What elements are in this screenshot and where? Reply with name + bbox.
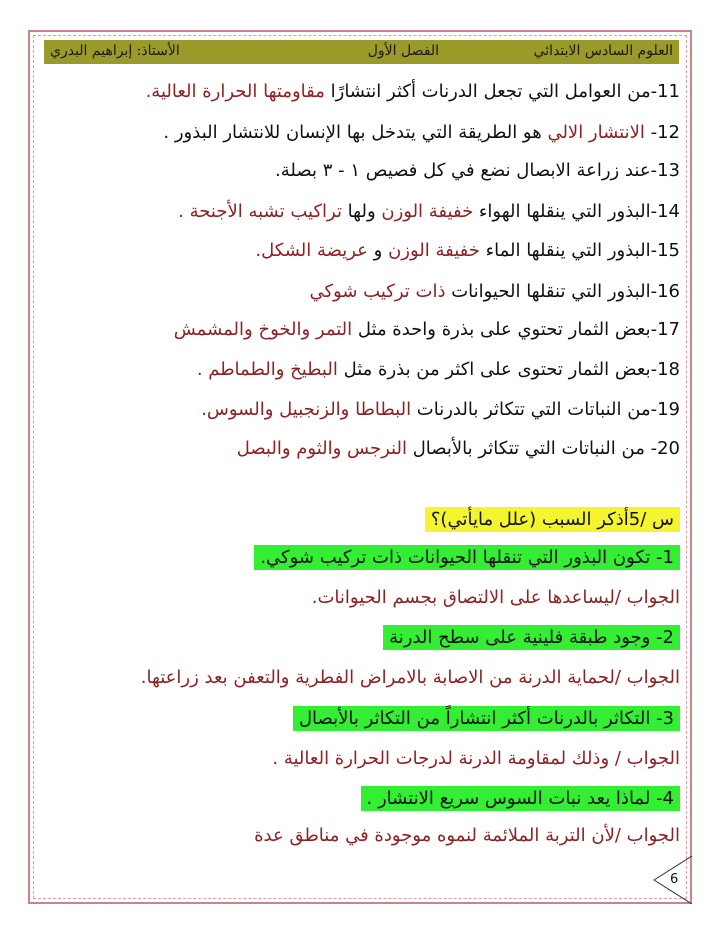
header-teacher: الأستاذ: إبراهيم البدري xyxy=(50,43,180,59)
list-item xyxy=(40,199,680,225)
list-item xyxy=(40,279,680,305)
item-number: 17- xyxy=(650,319,680,340)
reason-answer: الجواب /لأن التربة الملائمة لنموه موجودة في مناطق عدة xyxy=(254,825,680,846)
reason-text: 3- التكاثر بالدرنات أكثر انتشاراً من التكاثر بالأبصال xyxy=(293,706,680,731)
reason-text: 2- وجود طبقة فلينية على سطح الدرنة xyxy=(383,625,680,650)
item-number: 19- xyxy=(650,399,680,420)
question-heading xyxy=(40,507,680,533)
reason-question xyxy=(40,786,680,812)
reason-text: 4- لماذا يعد نبات السوس سريع الانتشار . xyxy=(361,786,681,811)
item-text: بعض الثمار تحتوي على بذرة واحدة مثل xyxy=(352,319,651,340)
reason-answer: الجواب /ليساعدها على الالتصاق بجسم الحيوانات. xyxy=(311,587,680,608)
page-number: 6 xyxy=(670,872,679,887)
reason-question xyxy=(40,706,680,732)
reason-question xyxy=(40,625,680,651)
reason-question xyxy=(40,545,680,571)
list-item xyxy=(40,317,680,343)
item-answer: خفيفة الوزن xyxy=(388,240,480,261)
item-text: البذور التي تنقلها الحيوانات xyxy=(445,281,651,302)
item-answer: التمر والخوخ والمشمش xyxy=(173,319,353,340)
item-number: 14- xyxy=(650,201,680,222)
item-answer: مقاومتها الحرارة العالية. xyxy=(145,81,325,102)
reason-answer: الجواب / وذلك لمقاومة الدرنة لدرجات الحرارة العالية . xyxy=(272,748,680,769)
item-number: 16- xyxy=(650,281,680,302)
item-text: هو الطريقة التي يتدخل بها الإنسان للانتشار البذور . xyxy=(163,122,548,143)
item-number: 20- xyxy=(650,438,680,459)
item-answer: تراكيب تشبه الأجنحة . xyxy=(178,201,342,222)
page-header xyxy=(44,40,679,64)
item-answer: البطاطا والزنجبيل والسوس. xyxy=(201,399,412,420)
item-number: 13- xyxy=(650,160,680,181)
item-text: من النباتات التي تتكاثر بالدرنات xyxy=(411,399,651,420)
question-title: س /5أذكر السبب (علل مايأتي)؟ xyxy=(425,507,680,532)
header-term: الفصل الأول xyxy=(367,43,439,59)
item-number: 15- xyxy=(650,240,680,261)
item-text: بعض الثمار تحتوى على اكثر من بذرة مثل xyxy=(337,359,651,380)
item-answer: البطيخ والطماطم . xyxy=(196,359,338,380)
reason-answer: الجواب /لحماية الدرنة من الاصابة بالامراض الفطرية والتعفن بعد زراعتها. xyxy=(140,667,680,688)
item-answer: ذات تركيب شوكي xyxy=(309,281,446,302)
list-item xyxy=(40,357,680,383)
item-answer: النرجس والثوم والبصل xyxy=(236,438,407,459)
list-item xyxy=(40,436,680,462)
item-answer: عريضة الشكل. xyxy=(255,240,368,261)
item-text: البذور التي ينقلها الهواء xyxy=(473,201,651,222)
item-text: و xyxy=(367,240,389,261)
item-text: من النباتات التي تتكاثر بالأبصال xyxy=(406,438,651,459)
item-number: 12- xyxy=(650,122,680,143)
list-item xyxy=(40,120,680,146)
item-answer: خفيفة الوزن xyxy=(381,201,474,222)
list-item xyxy=(40,397,680,423)
item-number: 18- xyxy=(650,359,680,380)
item-text: عند زراعة الابصال نضع في كل فصيص ١ - ٣ بصلة. xyxy=(275,160,651,181)
header-subject: العلوم السادس الابتدائي xyxy=(533,43,673,59)
list-item xyxy=(40,79,680,105)
list-item xyxy=(40,238,680,264)
reason-text: 1- تكون البذور التي تنقلها الحيوانات ذات تركيب شوكي. xyxy=(254,545,680,570)
item-text: البذور التي ينقلها الماء xyxy=(479,240,651,261)
page-corner-diamond xyxy=(640,856,692,904)
item-text: من العوامل التي تجعل الدرنات أكثر انتشارًا xyxy=(324,81,651,102)
list-item xyxy=(40,158,680,184)
item-text: ولها xyxy=(341,201,382,222)
item-number: 11- xyxy=(650,81,680,102)
item-answer: الانتشار الالي xyxy=(547,122,645,143)
